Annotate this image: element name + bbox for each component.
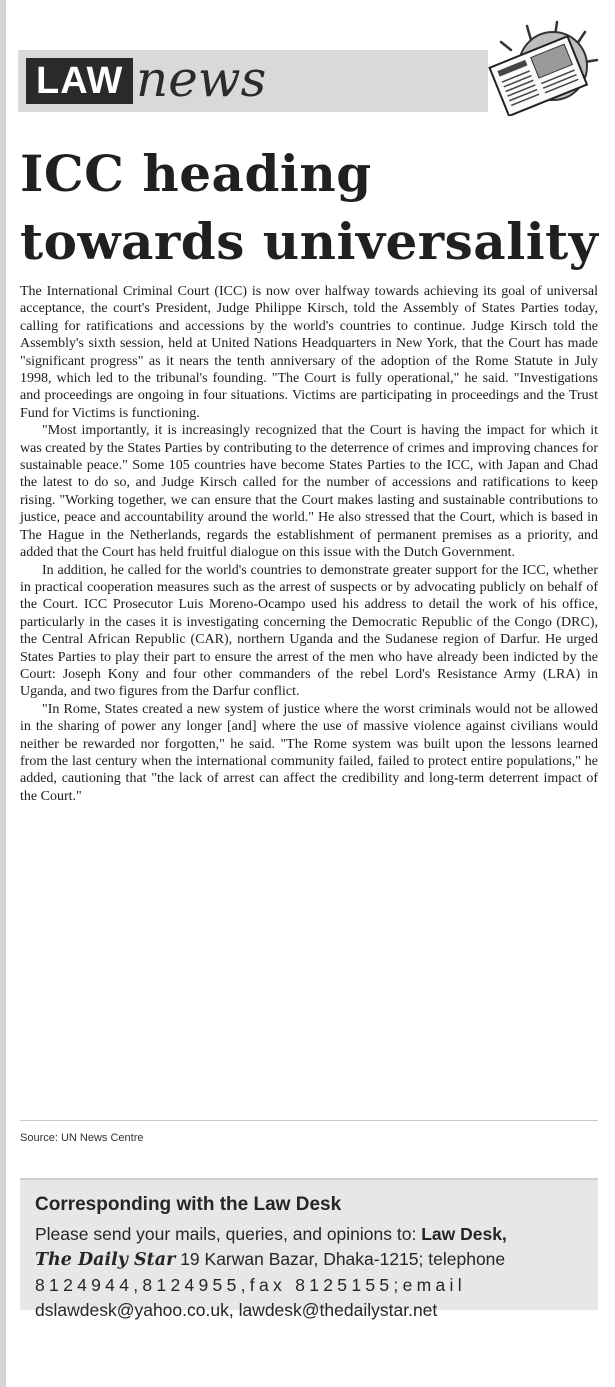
contact-address: 19 Karwan Bazar, Dhaka-1215; telephone: [175, 1249, 506, 1269]
contact-line-1: [35, 1222, 585, 1247]
headline: ICC heading towards universality: [20, 144, 599, 271]
source-credit: Source: UN News Centre: [20, 1132, 144, 1144]
contact-desk: Law Desk,: [421, 1224, 507, 1244]
contact-phones: 8124944,8124955,fax 8125155;email: [35, 1275, 466, 1295]
paper-name: The Daily Star: [35, 1250, 176, 1270]
section-word: news: [136, 50, 267, 108]
article-paragraph: In addition, he called for the world's countries to demonstrate greater support for the ICC, whether in practical cooperation measures such as the arrest of suspects or by advocating publicly on behalf of the Court. ICC Prosecutor Luis Moreno-Ocampo used his address to detail the work of his office, particularly in the cases it is investigating concerning the Democratic Republic of the Congo (DRC), the Central African Republic (CAR), northern Uganda and the Sudanese region of Darfur. He urged States Parties to play their part to ensure the arrest of the men who have already been indicted by the Court: Joseph Kony and four other commanders of the rebel Lord's Resistance Army (LRA) in Uganda, and two figures from the Darfur conflict.: [20, 562, 598, 700]
article-paragraph: "Most importantly, it is increasingly recognized that the Court is having the impact for which it was created by the States Parties by contributing to the deterrence of crimes and improving chances for sustainable peace." Some 105 countries have become States Parties to the ICC, with Japan and Chad the latest to do so, and Judge Kirsch called for the number of accessions and ratifications to keep rising. "Working together, we can ensure that the Court makes lasting and sustainable contributions to justice, peace and accountability around the world." He also stressed that the Court, which is based in The Hague in the Netherlands, regards the establishment of permanent premises as a priority, and added that the Court has held fruitful dialogue on this issue with the Dutch Government.: [20, 423, 598, 561]
contact-emails[interactable]: dslawdesk@yahoo.co.uk, lawdesk@thedailystar.net: [35, 1300, 438, 1320]
masthead: [12, 20, 602, 116]
contact-box: [20, 1178, 598, 1320]
section-badge: LAW: [26, 58, 133, 104]
article-paragraph: The International Criminal Court (ICC) is now over halfway towards achieving its goal of universal acceptance, the court's President, Judge Philippe Kirsch, told the Assembly of States Parties today, calling for ratifications and accessions by the world's countries to continue. Judge Kirsch told the Assembly's sixth session, held at United Nations Headquarters in New York, that the Court has made "significant progress" as it nears the tenth anniversary of the adoption of the Rome Statute in July 1998, which led to the tribunal's founding. "The Court is fully operational," he said. "Investigations and proceedings are ongoing in four situations. Victims are participating in proceedings and the Trust Fund for Victims is functioning.: [20, 284, 598, 421]
article-paragraph: "In Rome, States created a new system of justice where the worst criminals would not be allowed in the sharing of power any longer [and] where the use of massive violence against civilians would neither be rewarded nor forgotten," he said. "The Rome system was built upon the lessons learned from the last century when the international community failed, failed to protect entire populations," he added, cautioning that "the lack of arrest can affect the credibility and long-term deterrent impact of the Court.": [20, 701, 598, 804]
contact-line-2: [35, 1247, 585, 1273]
article-body: [20, 283, 598, 805]
column-rule: [0, 0, 6, 1387]
contact-intro: Please send your mails, queries, and opinions to:: [35, 1224, 422, 1244]
contact-title: Corresponding with the Law Desk: [35, 1194, 342, 1215]
newspaper-icon: [467, 20, 602, 116]
source-divider: [20, 1120, 598, 1121]
contact-body: [35, 1222, 585, 1323]
